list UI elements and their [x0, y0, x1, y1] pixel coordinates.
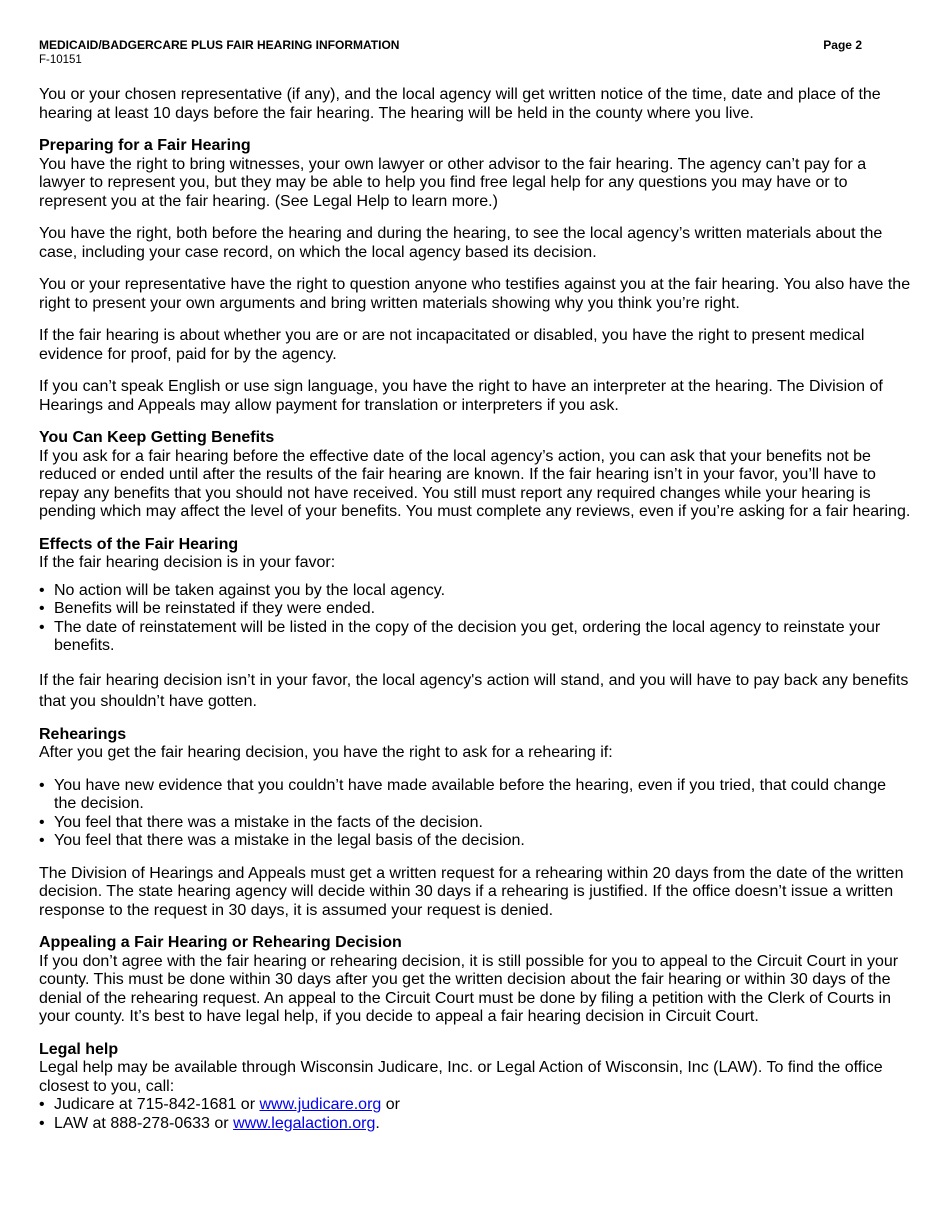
section-rehearings	[39, 726, 911, 921]
paragraph: If you ask for a fair hearing before the effective date of the local agency’s action, you can ask that your benefits not be reduced or ended until after the results of the fair hearing are known. If the fair hearing isn’t in your favor, you’ll have to repay any benefits that you should not have received. You still must report any required changes while your hearing is pending which may affect the level of your benefits. You must complete any reviews, even if you’re asking for a fair hearing.	[39, 447, 911, 520]
list-item: • You have new evidence that you couldn’t have made available before the hearing, even if you tried, that could change the decision.	[39, 777, 911, 814]
section-benefits	[39, 429, 911, 522]
list-item: • LAW at 888-278-0633 or www.legalaction.org.	[39, 1115, 911, 1134]
paragraph: If the fair hearing is about whether you are or are not incapacitated or disabled, you have the right to present medical evidence for proof, paid for by the agency.	[39, 327, 865, 363]
section-preparing	[39, 137, 911, 211]
section-heading: Rehearings	[39, 725, 127, 743]
bullet-list	[39, 1096, 911, 1133]
list-item: • Judicare at 715-842-1681 or www.judicare.org or	[39, 1096, 911, 1115]
paragraph: If the fair hearing decision isn’t in your favor, the local agency's action will stand, and you will have to pay back any benefits that you shouldn’t have gotten.	[39, 671, 909, 710]
legalaction-link[interactable]: www.legalaction.org	[233, 1114, 376, 1132]
document-body	[39, 86, 911, 1147]
paragraph: If you don’t agree with the fair hearing or rehearing decision, it is still possible for you to appeal to the Circuit Court in your county. This must be done within 30 days after you get the written decision about the fair hearing or within 30 days of the denial of the rehearing request. An appeal to the Circuit Court must be done by filing a petition with the Clerk of Courts in your county. It’s best to have legal help, if you decide to appeal a fair hearing decision in Circuit Court.	[39, 952, 899, 1025]
paragraph: You have the right to bring witnesses, your own lawyer or other advisor to the fair hearing. The agency can’t pay for a lawyer to represent you, but they may be able to help you find free legal help for any questions you may have or to represent you at the fair hearing. (See Legal Help to learn more.)	[39, 155, 867, 210]
paragraph: If the fair hearing decision is in your favor:	[39, 554, 336, 571]
section-effects	[39, 536, 911, 712]
paragraph: Legal help may be available through Wisconsin Judicare, Inc. or Legal Action of Wisconsin, Inc (LAW). To find the office closest to you, call:	[39, 1059, 883, 1095]
list-item: • Benefits will be reinstated if they were ended.	[39, 600, 911, 619]
judicare-link[interactable]: www.judicare.org	[259, 1096, 382, 1113]
section-heading: Effects of the Fair Hearing	[39, 535, 239, 553]
page-header	[39, 38, 879, 67]
section-heading: You Can Keep Getting Benefits	[39, 429, 275, 446]
bullet-list	[39, 582, 911, 656]
bullet-list	[39, 777, 911, 851]
paragraph: You or your representative have the right to question anyone who testifies against you at the fair hearing. You also have the right to present your own arguments and bring written materials showing why you think you’re right.	[39, 276, 911, 312]
page-number: Page 2	[823, 38, 862, 52]
paragraph: If you can’t speak English or use sign language, you have the right to have an interpreter at the hearing. The Division of Hearings and Appeals may allow payment for translation or interpreters if you ask.	[39, 378, 883, 414]
paragraph: The Division of Hearings and Appeals must get a written request for a rehearing within 20 days from the date of the written decision. The state hearing agency will decide within 30 days if a rehearing is justified. If the office doesn’t issue a written response to the request in 30 days, it is assumed your request is denied.	[39, 864, 904, 919]
section-heading: Legal help	[39, 1040, 119, 1058]
list-item: • You feel that there was a mistake in the legal basis of the decision.	[39, 832, 911, 851]
section-legal-help	[39, 1041, 911, 1134]
section-heading: Appealing a Fair Hearing or Rehearing Decision	[39, 934, 402, 951]
form-number: F-10151	[39, 54, 82, 66]
section-heading: Preparing for a Fair Hearing	[39, 137, 251, 154]
paragraph: After you get the fair hearing decision, you have the right to ask for a rehearing if:	[39, 744, 613, 761]
intro-paragraph: You or your chosen representative (if any), and the local agency will get written notice of the time, date and place of the hearing at least 10 days before the fair hearing. The hearing will be held in the county where you live.	[39, 86, 881, 122]
list-item: • You feel that there was a mistake in the facts of the decision.	[39, 814, 911, 833]
list-item: • No action will be taken against you by the local agency.	[39, 582, 911, 601]
section-appealing	[39, 934, 911, 1027]
form-title: MEDICAID/BADGERCARE PLUS FAIR HEARING INFORMATION	[39, 38, 400, 52]
list-item: • The date of reinstatement will be listed in the copy of the decision you get, ordering the local agency to reinstate your benefits.	[39, 619, 911, 656]
paragraph: You have the right, both before the hearing and during the hearing, to see the local agency’s written materials about the case, including your case record, on which the local agency based its decision.	[39, 225, 883, 261]
